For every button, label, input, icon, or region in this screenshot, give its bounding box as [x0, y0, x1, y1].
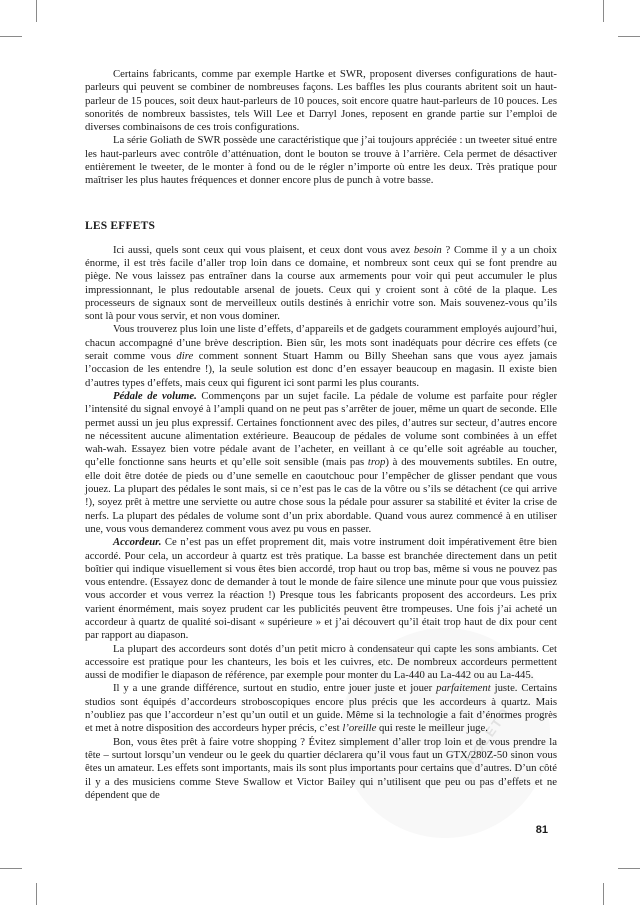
paragraph: Bon, vous êtes prêt à faire votre shopping ? Évitez simplement d’aller trop loin et de vous prendre la tête – surtout lorsqu’un vendeur ou le geek du quartier déclarera qu’il vous faut un GTX/280Z-50 sinon vous êtes un amateur. Les effets sont importants, mais ils sont plus importants pour certains que d’autres. D’un côté il y a des musiciens comme Steve Swallow et Victor Bailey qui n’utilisent que peu ou pas d’effets et ne dépendent que de: [85, 735, 557, 801]
paragraph: Certains fabricants, comme par exemple Hartke et SWR, proposent diverses configurations de haut-parleurs qui peuvent se combiner de nombreuses façons. Les baffles les plus courants abritent soit un haut-parleur de 15 pouces, soit deux haut-parleurs de 10 pouces, soit encore quatre haut-parleurs de 10 pouces. Les sonorités de nombreux bassistes, tels Will Lee et Darryl Jones, reposent en grande partie sur l’emploi de diverses combinaisons de ces trois configurations.: [85, 68, 557, 134]
paragraph: La plupart des accordeurs sont dotés d’un petit micro à condensateur qui capte les sons ambiants. Cet accessoire est pratique pour les chanteurs, les bois et les cuivres, etc. De nombreux accordeurs permettent aussi de modifier le diapason de référence, par exemple pour monter du La-440 au La-442 ou au La-445.: [85, 642, 557, 682]
crop-mark: [618, 36, 640, 37]
crop-mark: [603, 883, 604, 905]
term-tuner: Accordeur.: [113, 536, 162, 549]
paragraph: La série Goliath de SWR possède une caractéristique que j’ai toujours appréciée : un tweeter situé entre les haut-parleurs avec contrôle d’atténuation, dont le bouton se trouve à l’arrière. Cela permet de désactiver entièrement le tweeter, de le monter à fond ou de le régler n’importe où entre les deux. Très pratique pour maîtriser les plus hautes fréquences et donner encore plus de punch à votre basse.: [85, 134, 557, 187]
section-heading: LES EFFETS: [85, 219, 156, 232]
paragraph-volume-pedal: Pédale de volume. Commençons par un sujet facile. La pédale de volume est parfaite pour régler l’intensité du signal envoyé à l’ampli quand on ne peut pas s’arrêter de jouer, même un quart de seconde. Elle permet aussi un jeu plus expressif. Certaines fonctionnent avec des piles, d’autres sur secteur, d’autres encore ne nécessitent aucune alimentation extérieure. Beaucoup de pédales de volume sont combinées à un effet wah-wah. Essayez bien votre pédale avant de l’acheter, en veillant à ce qu’elle soit agréable au toucher, qu’elle fonctionne sans heurts et qu’elle soit sensible (mais pas trop) à des mouvements subtiles. En outre, elle doit être dotée de pieds ou d’une semelle en caoutchouc pour l’empêcher de glisser pendant que vous jouez. La plupart des pédales le sont mais, si ce n’est pas le cas de la vôtre ou s’ils se détachent (ce qui arrive !), soyez prêt à mettre une serviette ou autre chose sous la pédale pour assurer sa stabilité et éviter la crise de nerfs. La plupart des pédales de volume sont d’un prix abordable. Quand vous aurez commencé à en utiliser une, vous vous demanderez comment vous avez pu vous en passer.: [85, 389, 558, 535]
crop-mark: [618, 868, 640, 869]
paragraph: Vous trouverez plus loin une liste d’effets, d’appareils et de gadgets couramment employés aujourd’hui, chacun accompagné d’une brève description. Bien sûr, les mots sont inadéquats pour décrire ces effets (ce serait comme vous dire comment sonnent Stuart Hamm ou Billy Sheehan sans que vous ayez jamais l’occasion de les entendre !), la seule solution est donc d’en essayer beaucoup en magasin. Il existe bien d’autres types d’effets, mais ceux qui figurent ici sont parmi les plus courants.: [85, 323, 557, 389]
crop-mark: [36, 883, 37, 905]
page-number: 81: [535, 824, 548, 836]
paragraph-tuner: Accordeur. Ce n’est pas un effet proprement dit, mais votre instrument doit impérativement être bien accordé. Pour cela, un accordeur à quartz est très pratique. La basse est branchée directement dans un petit boîtier qui indique visuellement si vous êtes bien accordé, trop haut ou trop bas, même si vous ne pouvez pas vous entendre. (Essayez donc de demander à tout le monde de faire silence une minute pour que vous puissiez vous accorder et vous verrez la réaction !) Presque tous les fabricants proposent des accordeurs. Les prix varient énormément, mais soyez prudent car les publicités peuvent être trompeuses. Une fois j’ai acheté un accordeur à quartz de qualité soi-disant « supérieure » et j’ai découvert qu’il était trop haut de dix pour cent par rapport au diapason.: [85, 536, 557, 642]
crop-mark: [603, 0, 604, 22]
term-volume-pedal: Pédale de volume.: [113, 389, 197, 402]
watermark-text: HOLETO: [462, 704, 514, 767]
crop-mark: [36, 0, 37, 22]
paragraph: Il y a une grande différence, surtout en studio, entre jouer juste et jouer parfaitement juste. Certains studios sont équipés d’accordeurs stroboscopiques encore plus précis que les accordeurs à quartz. Mais n’oubliez pas que l’accordeur n’est qu’un outil et un guide. Même si la technologie a fait d’énormes progrès et met à notre disposition des accordeurs hyper précis, c’est l’oreille qui reste le meilleur juge.: [85, 682, 557, 735]
crop-mark: [0, 868, 22, 869]
page-body: [85, 68, 557, 802]
paragraph: Ici aussi, quels sont ceux qui vous plaisent, et ceux dont vous avez besoin ? Comme il y a un choix énorme, il est très facile d’aller trop loin dans ce domaine, et nombreux sont ceux qui se font prendre au piège. Ne vous laissez pas entraîner dans la course aux armements pour voir qui peut accumuler le plus impressionnant, le plus redoutable arsenal de jouets. Ceux qui y croient sont à côté de la plaque. Les processeurs de signaux sont de merveilleux outils destinés à enrichir votre son. Mais souvenez-vous qu’ils sont là pour vous servir, et non vous dominer.: [85, 243, 557, 323]
crop-mark: [0, 36, 22, 37]
